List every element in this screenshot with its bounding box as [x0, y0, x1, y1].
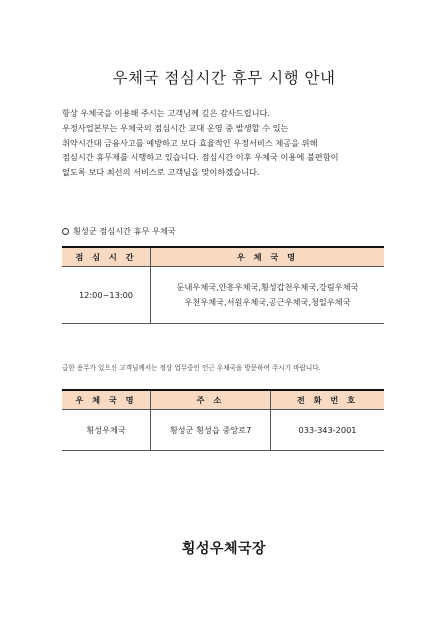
- contact-table: [62, 389, 384, 451]
- office-name-cell: 횡성우체국: [62, 410, 151, 451]
- circle-bullet-icon: [62, 228, 69, 235]
- intro-line: 없도록 보다 최선의 서비스로 고객님을 맞이하겠습니다.: [62, 167, 260, 178]
- intro-paragraph: [62, 106, 402, 180]
- address-cell: 횡성군 횡성읍 중앙로7: [151, 410, 271, 451]
- office-names-cell: [151, 267, 385, 324]
- table-row: [62, 410, 384, 451]
- office-names-line: 둔내우체국,안흥우체국,횡성갑천우체국,강림우체국: [176, 282, 359, 292]
- section-label: [62, 226, 176, 237]
- office-names-line: 우천우체국,서원우체국,공근우체국,청일우체국: [184, 297, 351, 307]
- header-office-names: 우 체 국 명: [151, 247, 385, 267]
- table-header-row: [62, 390, 384, 410]
- intro-line: 우정사업본부는 우체국의 점심시간 교대 운영 중 발생할 수 있는: [62, 122, 289, 133]
- header-address: 주 소: [151, 390, 271, 410]
- page-title: 우체국 점심시간 휴무 시행 안내: [112, 69, 336, 87]
- intro-line: 취약시간대 금융사고를 예방하고 보다 효율적인 우정서비스 제공을 위해: [62, 137, 318, 148]
- header-lunch-time: 점 심 시 간: [62, 247, 151, 267]
- table-header-row: [62, 247, 384, 267]
- lunch-hours-table: [62, 246, 384, 324]
- signature: 횡성우체국장: [181, 541, 267, 557]
- notice-text: 급한 용무가 있으신 고객님께서는 정상 업무중인 인근 우체국을 방문하여 주시기 바랍니다.: [62, 364, 321, 372]
- section-label-text: 횡성군 점심시간 휴무 우체국: [73, 226, 176, 236]
- lunch-time-cell: 12:00~13:00: [62, 267, 151, 324]
- phone-cell: 033-343-2001: [271, 410, 385, 451]
- intro-line: 항상 우체국을 이용해 주시는 고객님께 깊은 감사드립니다.: [62, 108, 271, 118]
- intro-line: 점심시간 휴무제를 시행하고 있습니다. 점심시간 이후 우체국 이용에 불편함이: [62, 152, 339, 163]
- header-office-name: 우 체 국 명: [62, 390, 151, 410]
- header-phone: 전 화 번 호: [271, 390, 385, 410]
- table-row: [62, 267, 384, 324]
